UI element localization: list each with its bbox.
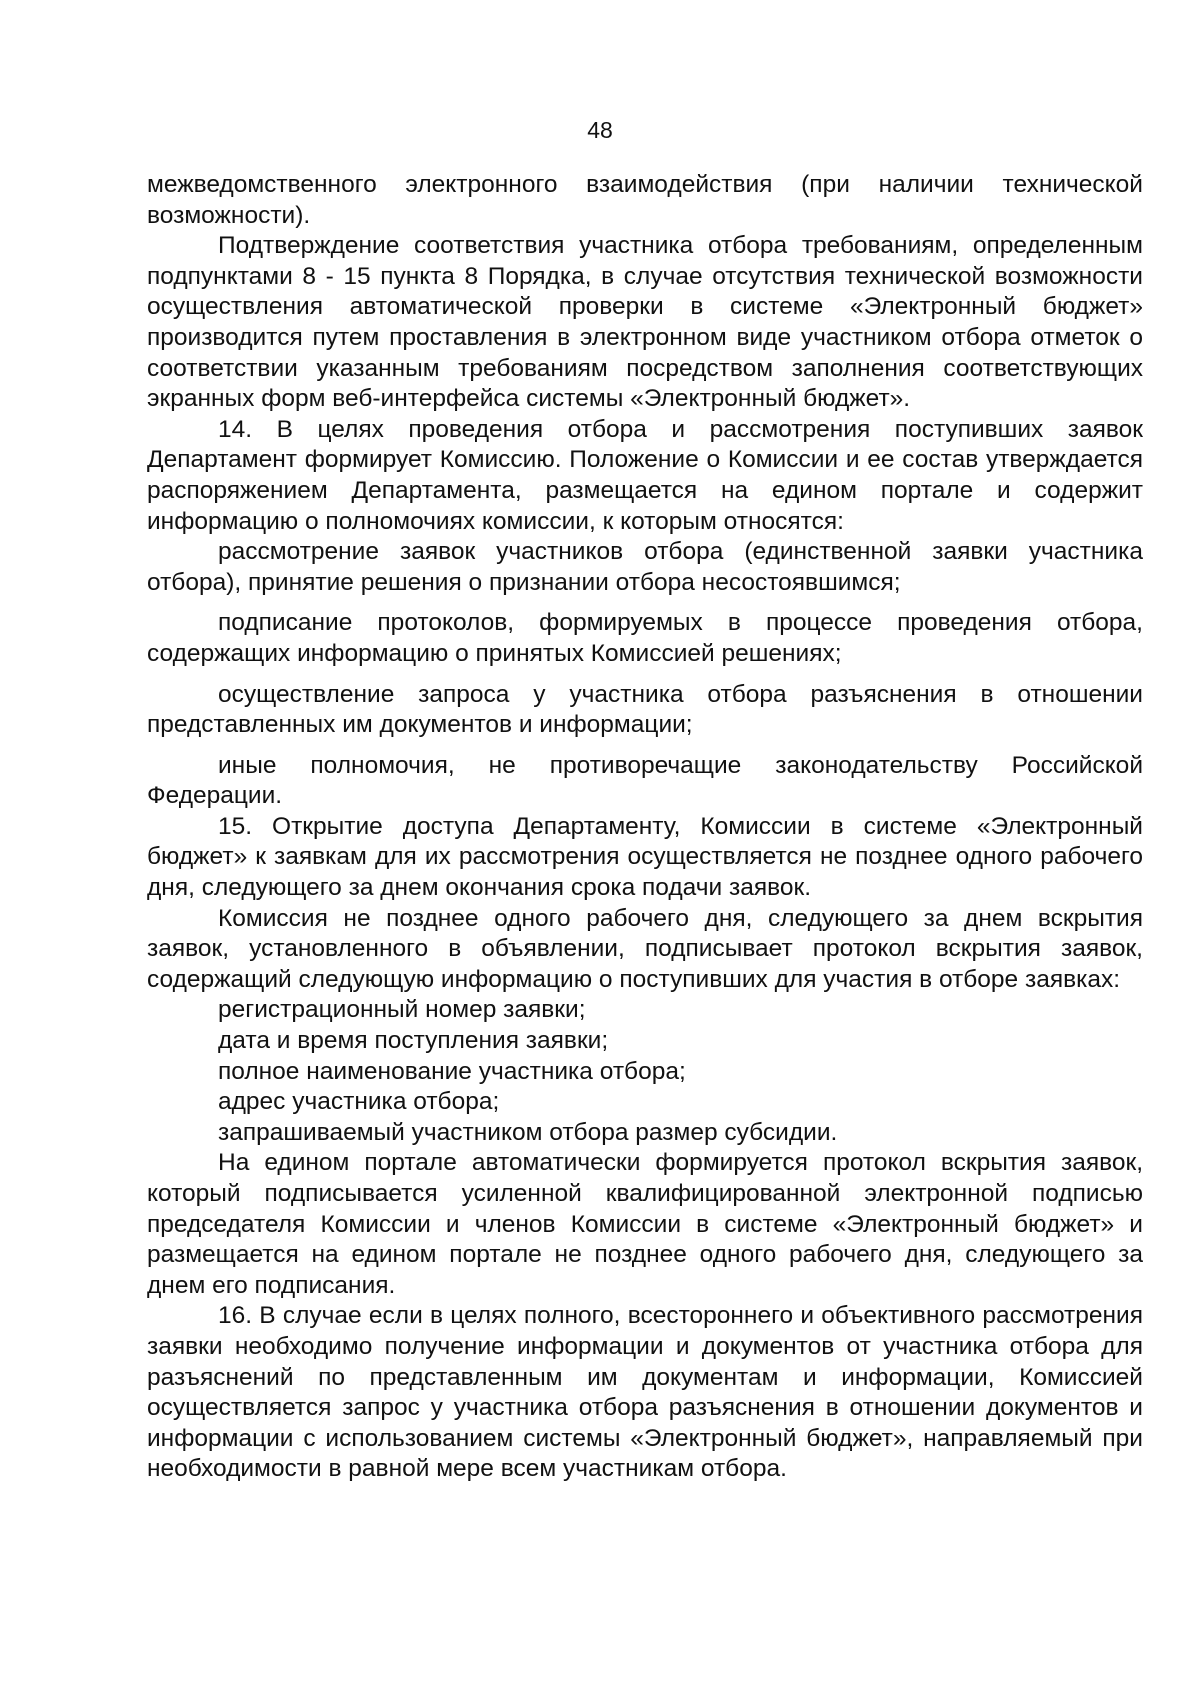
- list-item-subsidy-amount: запрашиваемый участником отбора размер субсидии.: [218, 1118, 838, 1146]
- paragraph-confirmation: Подтверждение соответствия участника отбора требованиям, определенным подпунктами 8 - 15 пункта 8 Порядка, в случае отсутствия технической возможности осуществления автоматической проверки в системе «Электронный бюджет» производится путем проставления в электронном виде участником отбора отметок о соответствии указанным требованиям посредством заполнения соответствующих экранных форм веб-интерфейса системы «Электронный бюджет».: [147, 232, 1143, 413]
- paragraph-power-request: осуществление запроса у участника отбора разъяснения в отношении представленных им документов и информации;: [147, 680, 1143, 739]
- paragraph-item-16: 16. В случае если в целях полного, всестороннего и объективного рассмотрения заявки необходимо получение информации и документов от участника отбора для разъяснений по представленным им документам и информации, Комиссией осуществляется запрос у участника отбора разъяснения в отношении документов и информации с использованием системы «Электронный бюджет», направляемый при необходимости в равной мере всем участникам отбора.: [147, 1302, 1143, 1483]
- page-number: 48: [587, 117, 613, 143]
- paragraph-power-other: иные полномочия, не противоречащие законодательству Российской Федерации.: [147, 751, 1143, 810]
- list-item-reg-number: регистрационный номер заявки;: [218, 996, 586, 1024]
- list-item-full-name: полное наименование участника отбора;: [218, 1057, 686, 1085]
- paragraph-power-sign: подписание протоколов, формируемых в процессе проведения отбора, содержащих информацию о принятых Комиссией решениях;: [147, 609, 1143, 667]
- paragraph-portal-protocol: На едином портале автоматически формируется протокол вскрытия заявок, который подписывается усиленной квалифицированной электронной подписью председателя Комиссии и членов Комиссии в системе «Электронный бюджет» и размещается на едином портале не позднее одного рабочего дня, следующего за днем его подписания.: [147, 1149, 1143, 1299]
- paragraph-continuation: межведомственного электронного взаимодействия (при наличии технической возможности).: [147, 171, 1143, 229]
- paragraph-item-15: 15. Открытие доступа Департаменту, Комиссии в системе «Электронный бюджет» к заявкам для их рассмотрения осуществляется не позднее одного рабочего дня, следующего за днем окончания срока подачи заявок.: [147, 812, 1143, 902]
- list-item-date-time: дата и время поступления заявки;: [218, 1027, 609, 1055]
- paragraph-commission-protocol: Комиссия не позднее одного рабочего дня, следующего за днем вскрытия заявок, установленного в объявлении, подписывает протокол вскрытия заявок, содержащий следующую информацию о поступивших для участия в отборе заявках:: [147, 904, 1143, 993]
- list-item-address: адрес участника отбора;: [218, 1088, 500, 1116]
- document-body: [147, 170, 1143, 1485]
- paragraph-item-14: 14. В целях проведения отбора и рассмотрения поступивших заявок Департамент формирует Комиссию. Положение о Комиссии и ее состав утверждается распоряжением Департамента, размещается на едином портале и содержит информацию о полномочиях комиссии, к которым относятся:: [147, 415, 1143, 535]
- paragraph-power-review: рассмотрение заявок участников отбора (единственной заявки участника отбора), принятие решения о признании отбора несостоявшимся;: [147, 538, 1143, 596]
